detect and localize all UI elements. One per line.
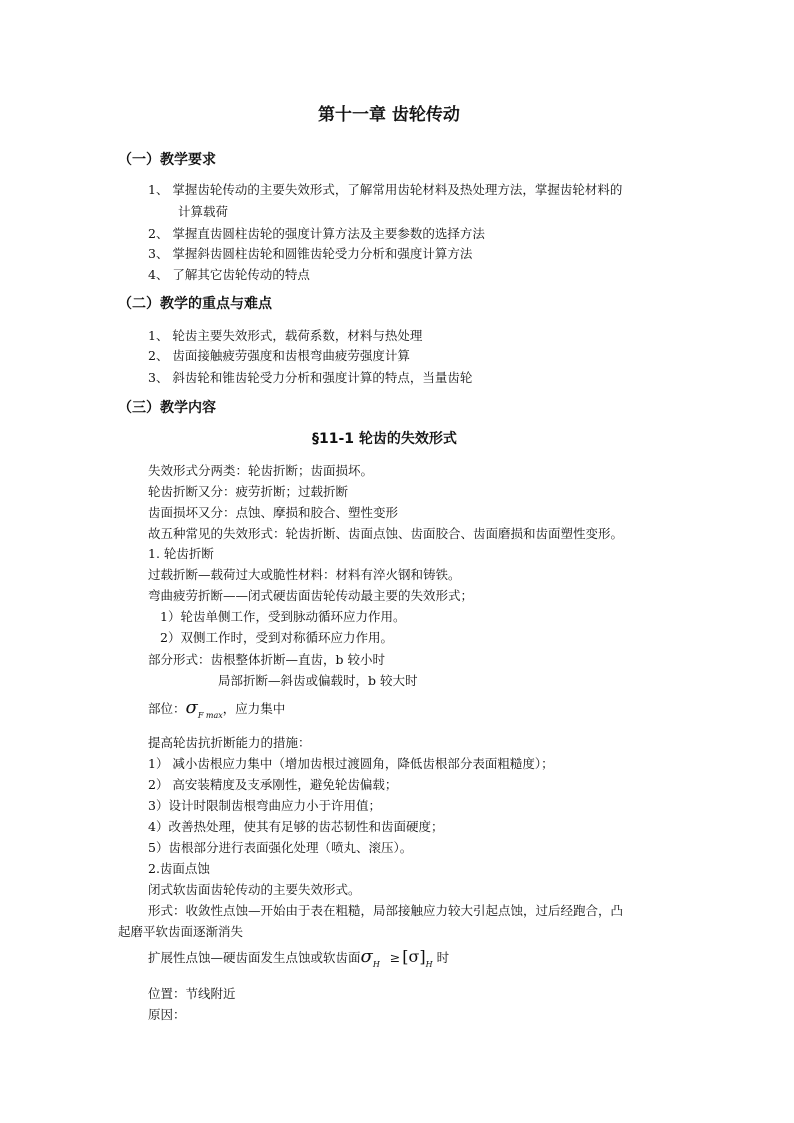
- expand-suffix: 时: [432, 950, 450, 965]
- body-line: 1）轮齿单侧工作，受到脉动循环应力作用。: [160, 609, 406, 624]
- measure-line: 3）设计时限制齿根弯曲应力小于许用值；: [148, 798, 381, 813]
- keypoint-item: 1、 轮齿主要失效形式，载荷系数，材料与热处理: [148, 328, 423, 343]
- requirement-item: 1、 掌握齿轮传动的主要失效形式，了解常用齿轮材料及热处理方法，掌握齿轮材料的: [148, 182, 623, 197]
- sigma-symbol: σ: [360, 946, 373, 967]
- body-line: 失效形式分两类：轮齿折断；齿面损坏。: [148, 463, 374, 478]
- requirement-item: 3、 掌握斜齿圆柱齿轮和圆锥齿轮受力分析和强度计算方法: [148, 246, 473, 261]
- measure-line: 5）齿根部分进行表面强化处理（喷丸、滚压）。: [148, 840, 413, 855]
- expand-prefix: 扩展性点蚀—硬齿面发生点蚀或软齿面: [148, 950, 361, 965]
- body-line: 故五种常见的失效形式：轮齿折断、齿面点蚀、齿面胶合、齿面磨损和齿面塑性变形。: [148, 526, 624, 541]
- measure-line: 2.齿面点蚀: [148, 861, 210, 876]
- measure-line: 2） 高安装精度及支承刚性，避免轮齿偏载；: [148, 777, 398, 792]
- measure-line: 4）改善热处理，使其有足够的齿芯韧性和齿面硬度；: [148, 819, 444, 834]
- measure-line-continued: 起磨平软齿面逐渐消失: [118, 924, 244, 939]
- body-line: 部分形式：齿根整体折断—直齿，b 较小时: [148, 652, 385, 667]
- sigma-subscript-h: H: [372, 960, 380, 969]
- measure-line: 闭式软齿面齿轮传动的主要失效形式。: [148, 882, 361, 897]
- expand-formula-line: [148, 946, 449, 971]
- keypoint-item: 2、 齿面接触疲劳强度和齿根弯曲疲劳强度计算: [148, 348, 410, 363]
- body-line: 局部折断—斜齿或偏载时，b 较大时: [218, 673, 418, 688]
- body-line: 齿面损坏又分：点蚀、摩损和胶合、塑性变形: [148, 505, 399, 520]
- section-heading-content: （三）教学内容: [118, 400, 216, 416]
- tail-line: 原因：: [148, 1007, 186, 1022]
- geq-symbol: ≥: [389, 950, 401, 965]
- body-line: 过载折断—载荷过大或脆性材料：材料有淬火钢和铸铁。: [148, 567, 461, 582]
- allowable-stress-bracket: [σ]: [402, 947, 426, 966]
- measure-line: 1） 减小齿根应力集中（增加齿根过渡圆角，降低齿根部分表面粗糙度）；: [148, 756, 554, 771]
- sigma-subscript: F max: [197, 711, 223, 720]
- measure-line: 提高轮齿抗折断能力的措施：: [148, 735, 311, 750]
- chapter-title: 第十一章 齿轮传动: [318, 105, 460, 125]
- section-heading-requirements: （一）教学要求: [118, 152, 216, 168]
- requirement-item: 4、 了解其它齿轮传动的特点: [148, 267, 310, 282]
- body-line: 弯曲疲劳折断——闭式硬齿面齿轮传动最主要的失效形式；: [148, 588, 474, 603]
- body-line: 1. 轮齿折断: [148, 546, 214, 561]
- subsection-title: §11-1 轮齿的失效形式: [312, 431, 457, 447]
- position-formula-line: [148, 697, 285, 722]
- position-suffix: ，应力集中: [222, 701, 286, 716]
- body-line: 2）双侧工作时，受到对称循环应力作用。: [160, 630, 393, 645]
- body-line: 轮齿折断又分：疲劳折断；过载折断: [148, 484, 349, 499]
- requirement-item: 2、 掌握直齿圆柱齿轮的强度计算方法及主要参数的选择方法: [148, 226, 485, 241]
- tail-line: 位置：节线附近: [148, 986, 236, 1001]
- bracket-subscript-h: H: [425, 960, 433, 969]
- sigma-symbol: σ: [185, 697, 198, 718]
- requirement-item-continued: 计算载荷: [178, 204, 229, 219]
- position-prefix: 部位：: [148, 701, 186, 716]
- measure-line: 形式：收敛性点蚀—开始由于表在粗糙，局部接触应力较大引起点蚀，过后经跑合，凸: [148, 903, 624, 918]
- section-heading-keypoints: （二）教学的重点与难点: [118, 296, 272, 312]
- keypoint-item: 3、 斜齿轮和锥齿轮受力分析和强度计算的特点，当量齿轮: [148, 370, 473, 385]
